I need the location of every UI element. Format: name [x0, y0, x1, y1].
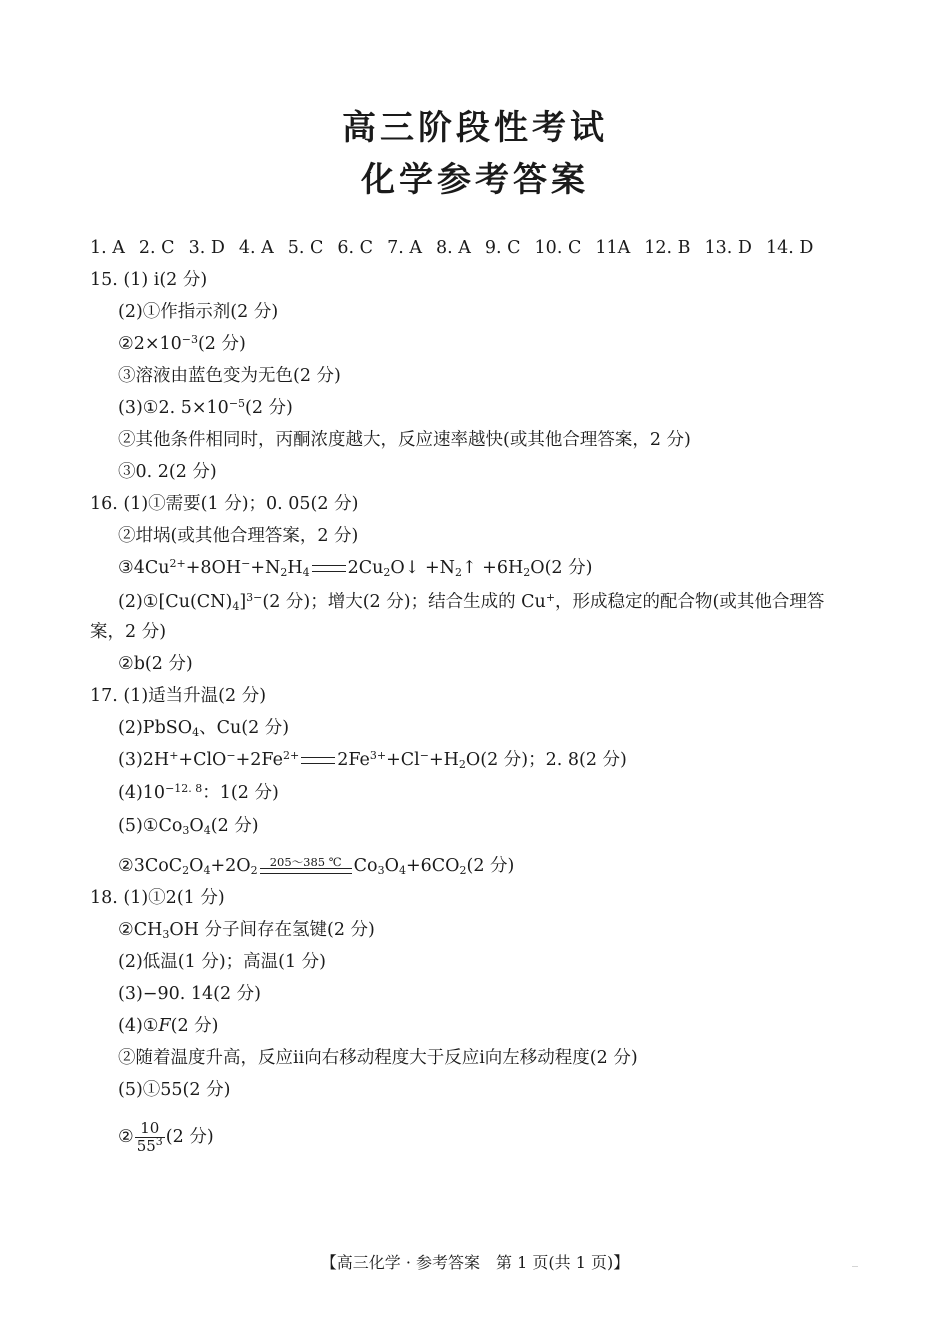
fraction: $\frac{10}{55^3}$: [136, 1119, 163, 1155]
q17-line: 17. (1)适当升温(2 分): [90, 686, 267, 706]
q15-line: ③溶液由蓝色变为无色(2 分): [118, 366, 341, 386]
mcq-item: 4. A: [238, 238, 274, 258]
q16-line: $(2)①[Cu(CN)_4]^{3-}(2$ 分)；增大(2 分)；结合生成的 Cu+，形成稳定的配合物(或其他合理答: [118, 591, 825, 613]
q15-line: 15. (1) ⅰ(2 分): [90, 270, 208, 290]
q16-line: ②b(2 分): [118, 654, 193, 674]
q17-line: $(4)10^{-12. 8}$：1(2 分): [118, 782, 279, 803]
q16-line: 16. (1)①需要(1 分)；0. 05(2 分): [90, 494, 359, 514]
title-line-1: 高三阶段性考试: [342, 108, 608, 148]
mcq-item: 5. C: [287, 238, 324, 258]
mcq-item: 14. D: [765, 238, 814, 258]
q18-line: ② $\frac{10}{55^3}$ (2 分): [118, 1119, 214, 1155]
q16-line: ②坩埚(或其他合理答案，2 分): [118, 526, 359, 546]
mcq-item: 1. A: [90, 238, 125, 258]
equals-sign: [301, 757, 335, 764]
q17-line: $(5)①Co_3O_4(2$ 分): [118, 816, 259, 837]
mcq-item: 7. A: [387, 238, 422, 258]
q18-line: $②CH_3OH$ 分子间存在氢键(2 分): [118, 920, 375, 941]
equals-sign: [312, 565, 346, 572]
q18-line: (2)低温(1 分)；高温(1 分): [118, 952, 326, 972]
q17-equation: $②3CoC_2O_4+2O_2$ 205～385 ℃ $Co_3O_4+6CO_2(2$ 分): [118, 854, 514, 878]
title-line-2: 化学参考答案: [361, 160, 589, 200]
mcq-item: 13. D: [704, 238, 752, 258]
q17-equation: $(3)2H^++ClO^-+2Fe^{2+}$ $2Fe^{3+}+Cl^-+H_2O(2$ 分)；2. 8(2 分): [118, 749, 627, 771]
equals-sign: [260, 868, 352, 874]
mcq-item: 9. C: [484, 238, 521, 258]
q18-line: (4)①F(2 分): [118, 1016, 219, 1036]
q15-line: (3)①2. $5\times 10^{-5}(2$ 分): [118, 397, 293, 418]
q15-line: ②其他条件相同时，丙酮浓度越大，反应速率越快(或其他合理答案，2 分): [118, 430, 691, 450]
page-footer: 【高三化学 · 参考答案 第 1 页(共 1 页)】: [320, 1253, 630, 1272]
q16-equation: $③4Cu^{2+}+8OH^-+N_2H_4$ $2Cu_2O↓$ $+N_2↑ +6H_2O(2$ 分): [118, 557, 593, 579]
reaction-condition: [260, 856, 352, 878]
q16-line: 案，2 分): [90, 622, 167, 642]
mcq-item: 6. C: [337, 238, 374, 258]
mcq-item: 3. D: [188, 238, 225, 258]
q15-line: $②2\times 10^{-3}(2$ 分): [118, 333, 246, 354]
q18-line: 18. (1)①2(1 分): [90, 888, 225, 908]
q17-line: (2)PbSO$_4$、Cu(2 分): [118, 718, 290, 739]
mcq-answers: [90, 236, 827, 260]
mcq-item: 12. B: [644, 238, 691, 258]
q15-line: (2)①作指示剂(2 分): [118, 302, 279, 322]
q18-line: (3)−90. 14(2 分): [118, 984, 261, 1004]
q18-line: (5)①55(2 分): [118, 1080, 231, 1100]
q15-line: ③0. 2(2 分): [118, 462, 217, 482]
mcq-item: 8. A: [435, 238, 471, 258]
corner-mark: …: [852, 1262, 858, 1269]
q18-line: ②随着温度升高，反应ⅱ向右移动程度大于反应ⅰ向左移动程度(2 分): [118, 1048, 638, 1068]
reaction-condition-text: 205～385 ℃: [269, 854, 342, 869]
mcq-item: 11A: [595, 238, 631, 258]
mcq-item: 10. C: [534, 238, 582, 258]
mcq-item: 2. C: [138, 238, 175, 258]
